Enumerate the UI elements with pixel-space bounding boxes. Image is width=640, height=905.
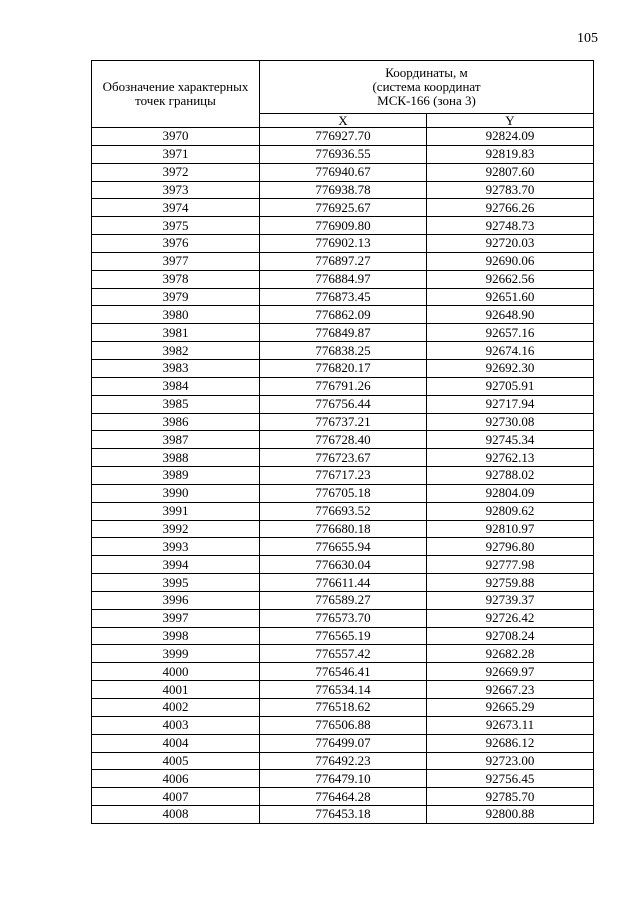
x-value-cell: 776453.18 <box>260 806 427 824</box>
point-id-cell: 3991 <box>92 502 260 520</box>
point-id-cell: 3971 <box>92 145 260 163</box>
table-row <box>92 645 594 663</box>
y-value-cell: 92819.83 <box>427 145 594 163</box>
x-value-cell: 776862.09 <box>260 306 427 324</box>
x-value-cell: 776693.52 <box>260 502 427 520</box>
point-id-cell: 3988 <box>92 449 260 467</box>
y-value-cell: 92788.02 <box>427 467 594 485</box>
point-id-cell: 3986 <box>92 413 260 431</box>
point-id-cell: 3999 <box>92 645 260 663</box>
page-number: 105 <box>577 31 598 46</box>
y-value-cell: 92708.24 <box>427 627 594 645</box>
table-row <box>92 699 594 717</box>
table-row <box>92 502 594 520</box>
point-id-cell: 3994 <box>92 556 260 574</box>
coordinates-header-line2: (система координат <box>372 79 481 94</box>
table-row <box>92 734 594 752</box>
x-value-cell: 776902.13 <box>260 235 427 253</box>
point-id-cell: 3978 <box>92 270 260 288</box>
table-row <box>92 627 594 645</box>
y-value-cell: 92723.00 <box>427 752 594 770</box>
table-row <box>92 395 594 413</box>
point-id-cell: 3998 <box>92 627 260 645</box>
x-value-cell: 776655.94 <box>260 538 427 556</box>
table-row <box>92 806 594 824</box>
table-row <box>92 359 594 377</box>
point-id-cell: 3975 <box>92 217 260 235</box>
x-value-cell: 776849.87 <box>260 324 427 342</box>
x-value-cell: 776518.62 <box>260 699 427 717</box>
point-id-cell: 4003 <box>92 716 260 734</box>
point-id-cell: 3977 <box>92 252 260 270</box>
point-id-cell: 4005 <box>92 752 260 770</box>
point-id-cell: 3970 <box>92 128 260 146</box>
point-id-cell: 3984 <box>92 377 260 395</box>
point-id-cell: 3973 <box>92 181 260 199</box>
point-id-cell: 3980 <box>92 306 260 324</box>
x-value-cell: 776630.04 <box>260 556 427 574</box>
table-row <box>92 591 594 609</box>
y-value-cell: 92745.34 <box>427 431 594 449</box>
coordinates-header-line3: МСК-166 (зона 3) <box>377 93 476 108</box>
x-value-cell: 776940.67 <box>260 163 427 181</box>
table-row <box>92 235 594 253</box>
table-row <box>92 716 594 734</box>
x-value-cell: 776756.44 <box>260 395 427 413</box>
x-value-cell: 776909.80 <box>260 217 427 235</box>
x-value-cell: 776884.97 <box>260 270 427 288</box>
point-id-cell: 4002 <box>92 699 260 717</box>
table-row <box>92 252 594 270</box>
table-row <box>92 163 594 181</box>
x-value-cell: 776680.18 <box>260 520 427 538</box>
x-value-cell: 776925.67 <box>260 199 427 217</box>
point-id-cell: 3974 <box>92 199 260 217</box>
table-row <box>92 128 594 146</box>
table-row <box>92 663 594 681</box>
table-row <box>92 217 594 235</box>
y-value-cell: 92657.16 <box>427 324 594 342</box>
x-value-cell: 776820.17 <box>260 359 427 377</box>
table-row <box>92 270 594 288</box>
y-value-cell: 92804.09 <box>427 484 594 502</box>
coordinates-table <box>91 60 594 824</box>
table-row <box>92 609 594 627</box>
table-row <box>92 770 594 788</box>
point-id-cell: 3972 <box>92 163 260 181</box>
table-row <box>92 556 594 574</box>
point-id-cell: 3987 <box>92 431 260 449</box>
table-row <box>92 484 594 502</box>
x-value-cell: 776464.28 <box>260 788 427 806</box>
point-id-cell: 3996 <box>92 591 260 609</box>
point-id-cell: 4008 <box>92 806 260 824</box>
table-row <box>92 520 594 538</box>
x-value-cell: 776927.70 <box>260 128 427 146</box>
table-row <box>92 377 594 395</box>
y-value-cell: 92759.88 <box>427 574 594 592</box>
y-value-cell: 92756.45 <box>427 770 594 788</box>
y-value-cell: 92807.60 <box>427 163 594 181</box>
y-value-cell: 92665.29 <box>427 699 594 717</box>
point-id-cell: 3992 <box>92 520 260 538</box>
table-row <box>92 431 594 449</box>
coordinates-header-line1: Координаты, м <box>385 65 468 80</box>
table-row <box>92 145 594 163</box>
x-column-header: X <box>260 114 427 128</box>
x-value-cell: 776717.23 <box>260 467 427 485</box>
y-value-cell: 92824.09 <box>427 128 594 146</box>
x-value-cell: 776573.70 <box>260 609 427 627</box>
x-value-cell: 776791.26 <box>260 377 427 395</box>
point-id-cell: 3979 <box>92 288 260 306</box>
table-row <box>92 449 594 467</box>
point-id-cell: 3983 <box>92 359 260 377</box>
y-value-cell: 92717.94 <box>427 395 594 413</box>
y-value-cell: 92690.06 <box>427 252 594 270</box>
coordinates-group-header <box>260 61 594 114</box>
table-row <box>92 467 594 485</box>
table-body <box>92 128 594 824</box>
table-row <box>92 288 594 306</box>
y-value-cell: 92796.80 <box>427 538 594 556</box>
y-value-cell: 92720.03 <box>427 235 594 253</box>
y-value-cell: 92667.23 <box>427 681 594 699</box>
table-row <box>92 538 594 556</box>
y-value-cell: 92705.91 <box>427 377 594 395</box>
x-value-cell: 776737.21 <box>260 413 427 431</box>
table-row <box>92 342 594 360</box>
point-id-cell: 4007 <box>92 788 260 806</box>
point-id-cell: 3985 <box>92 395 260 413</box>
table-row <box>92 574 594 592</box>
x-value-cell: 776506.88 <box>260 716 427 734</box>
point-id-cell: 4006 <box>92 770 260 788</box>
y-value-cell: 92730.08 <box>427 413 594 431</box>
y-value-cell: 92748.73 <box>427 217 594 235</box>
y-value-cell: 92766.26 <box>427 199 594 217</box>
y-value-cell: 92651.60 <box>427 288 594 306</box>
point-id-cell: 3982 <box>92 342 260 360</box>
x-value-cell: 776546.41 <box>260 663 427 681</box>
y-value-cell: 92810.97 <box>427 520 594 538</box>
x-value-cell: 776873.45 <box>260 288 427 306</box>
y-value-cell: 92669.97 <box>427 663 594 681</box>
x-value-cell: 776611.44 <box>260 574 427 592</box>
x-value-cell: 776705.18 <box>260 484 427 502</box>
point-id-cell: 3995 <box>92 574 260 592</box>
y-value-cell: 92800.88 <box>427 806 594 824</box>
x-value-cell: 776838.25 <box>260 342 427 360</box>
y-value-cell: 92785.70 <box>427 788 594 806</box>
y-value-cell: 92692.30 <box>427 359 594 377</box>
header-row <box>92 61 594 114</box>
x-value-cell: 776534.14 <box>260 681 427 699</box>
table-row <box>92 413 594 431</box>
y-value-cell: 92726.42 <box>427 609 594 627</box>
table-row <box>92 681 594 699</box>
x-value-cell: 776492.23 <box>260 752 427 770</box>
table-row <box>92 752 594 770</box>
point-id-cell: 4004 <box>92 734 260 752</box>
y-value-cell: 92809.62 <box>427 502 594 520</box>
point-id-cell: 3989 <box>92 467 260 485</box>
x-value-cell: 776479.10 <box>260 770 427 788</box>
point-id-cell: 3976 <box>92 235 260 253</box>
y-value-cell: 92783.70 <box>427 181 594 199</box>
y-value-cell: 92673.11 <box>427 716 594 734</box>
point-id-cell: 4001 <box>92 681 260 699</box>
x-value-cell: 776728.40 <box>260 431 427 449</box>
y-value-cell: 92739.37 <box>427 591 594 609</box>
point-column-header: Обозначение характерных точек границы <box>92 61 260 128</box>
y-value-cell: 92686.12 <box>427 734 594 752</box>
y-value-cell: 92662.56 <box>427 270 594 288</box>
x-value-cell: 776936.55 <box>260 145 427 163</box>
x-value-cell: 776897.27 <box>260 252 427 270</box>
table-row <box>92 788 594 806</box>
point-id-cell: 3990 <box>92 484 260 502</box>
x-value-cell: 776499.07 <box>260 734 427 752</box>
table-row <box>92 324 594 342</box>
y-value-cell: 92777.98 <box>427 556 594 574</box>
x-value-cell: 776557.42 <box>260 645 427 663</box>
x-value-cell: 776565.19 <box>260 627 427 645</box>
y-value-cell: 92648.90 <box>427 306 594 324</box>
table-row <box>92 181 594 199</box>
point-id-cell: 3981 <box>92 324 260 342</box>
y-column-header: Y <box>427 114 594 128</box>
x-value-cell: 776938.78 <box>260 181 427 199</box>
x-value-cell: 776589.27 <box>260 591 427 609</box>
x-value-cell: 776723.67 <box>260 449 427 467</box>
y-value-cell: 92762.13 <box>427 449 594 467</box>
point-id-cell: 3997 <box>92 609 260 627</box>
y-value-cell: 92682.28 <box>427 645 594 663</box>
point-id-cell: 3993 <box>92 538 260 556</box>
table-row <box>92 306 594 324</box>
table-row <box>92 199 594 217</box>
y-value-cell: 92674.16 <box>427 342 594 360</box>
point-id-cell: 4000 <box>92 663 260 681</box>
